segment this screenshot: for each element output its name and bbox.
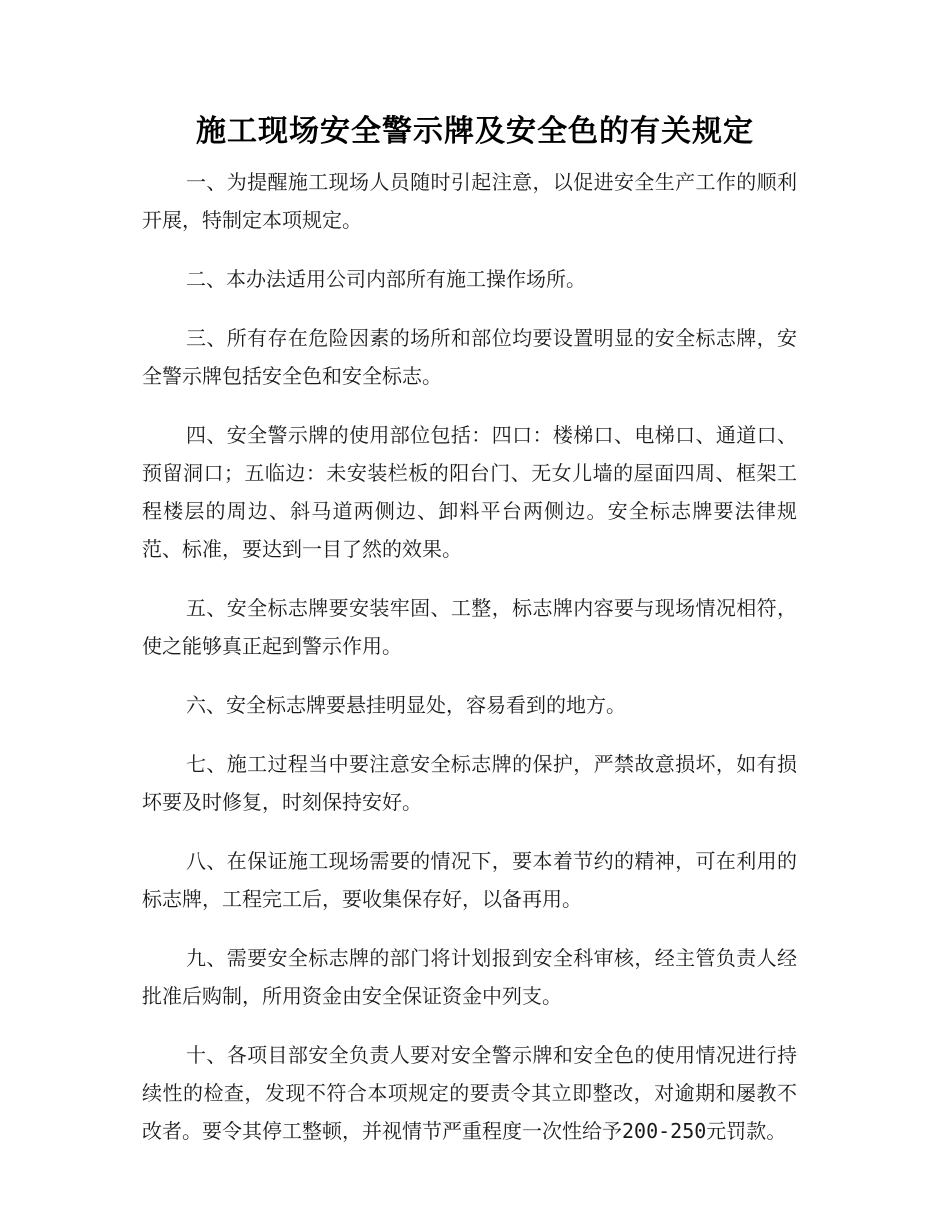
paragraph-7: 七、施工过程当中要注意安全标志牌的保护，严禁故意损坏，如有损坏要及时修复，时刻保持安好。 <box>142 752 797 814</box>
paragraph-3: 三、所有存在危险因素的场所和部位均要设置明显的安全标志牌，安全警示牌包括安全色和安全标志。 <box>142 326 797 388</box>
document-body <box>142 163 797 1171</box>
paragraph-5: 五、安全标志牌要安装牢固、工整，标志牌内容要与现场情况相符，使之能够真正起到警示作用。 <box>142 596 797 658</box>
paragraph-6: 六、安全标志牌要悬挂明显处，容易看到的地方。 <box>186 693 626 717</box>
paragraph-2: 二、本办法适用公司内部所有施工操作场所。 <box>186 267 586 291</box>
paragraph-9: 九、需要安全标志牌的部门将计划报到安全科审核，经主管负责人经批准后购制，所用资金由安全保证资金中列支。 <box>142 946 797 1008</box>
paragraph-4: 四、安全警示牌的使用部位包括：四口：楼梯口、电梯口、通道口、预留洞口；五临边：未安装栏板的阳台门、无女儿墙的屋面四周、框架工程楼层的周边、斜马道两侧边、卸料平台两侧边。安全标志牌要法律规范、标准，要达到一目了然的效果。 <box>142 423 797 561</box>
paragraph-8: 八、在保证施工现场需要的情况下，要本着节约的精神，可在利用的标志牌，工程完工后，要收集保存好，以备再用。 <box>142 849 797 911</box>
document-title: 施工现场安全警示牌及安全色的有关规定 <box>196 114 754 149</box>
paragraph-1: 一、为提醒施工现场人员随时引起注意，以促进安全生产工作的顺利开展，特制定本项规定。 <box>142 170 797 232</box>
paragraph-10: 十、各项目部安全负责人要对安全警示牌和安全色的使用情况进行持续性的检查，发现不符合本项规定的要责令其立即整改，对逾期和屡教不改者。要令其停工整顿，并视情节严重程度一次性给予200-250元罚款。 <box>142 1043 797 1143</box>
